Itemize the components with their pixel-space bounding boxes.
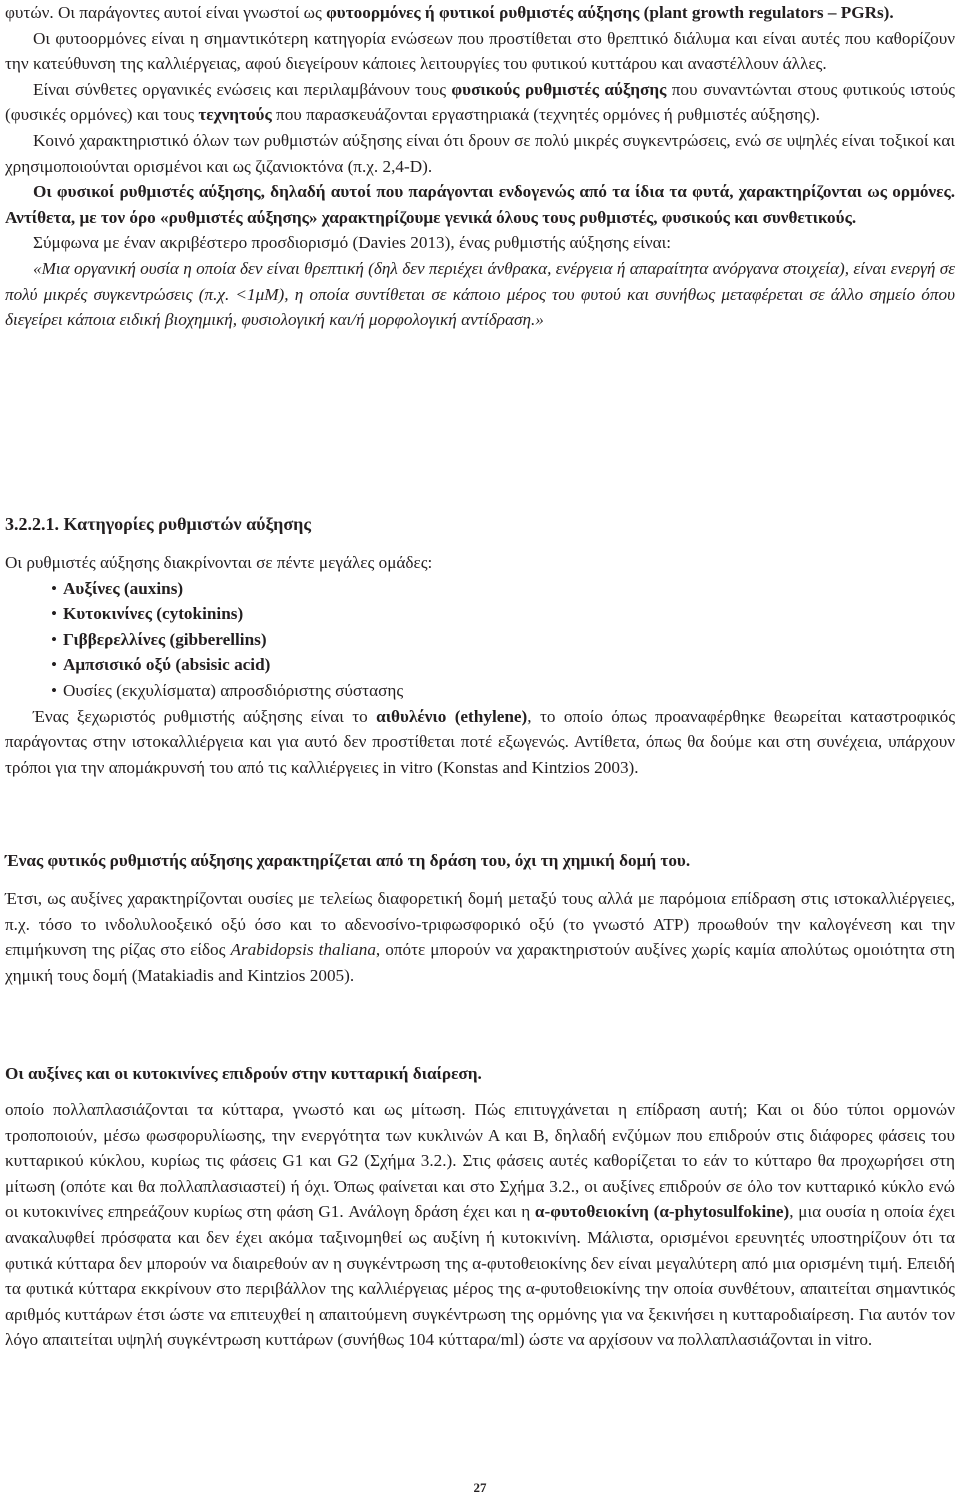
list-item: [5, 576, 955, 602]
paragraph-composition: [5, 77, 955, 128]
list-item-term: Αυξίνες: [63, 578, 120, 598]
list-item-text: (cytokinins): [151, 604, 244, 624]
section-title: Κατηγορίες ρυθμιστών αύξησης: [63, 514, 311, 534]
paragraph-ethylene: [5, 704, 955, 781]
paragraph-text: φυτών. Οι παράγοντες αυτοί είναι γνωστοί ως: [5, 3, 327, 22]
paragraph-groups-intro: Οι ρυθμιστές αύξησης διακρίνονται σε πέντε μεγάλες ομάδες:: [5, 553, 433, 572]
paragraph-phytohormones: Οι φυτοορμόνες είναι η σημαντικότερη κατηγορία ενώσεων που προστίθεται στο θρεπτικό διάλυμα και είναι αυτές που καθορίζουν την κατεύθυνση της καλλιέργειας, αφού διεγείρουν κάποιες λειτουργίες του φυτικού κυττάρου και αναστέλλουν άλλες.: [5, 28, 955, 74]
definition-quote: «Μια οργανική ουσία η οποία δεν είναι θρεπτική (δηλ δεν περιέχει άνθρακα, ενέργεια ή απαραίτητα ανόργανα στοιχεία), είναι ενεργή σε πολύ μικρές συγκεντρώσεις (π.χ. <1μΜ), η οποία συντίθεται σε κάποιο μέρος του φυτού και συνήθως μεταφέρεται σε άλλο σημείο όπου διεγείρει κάποια ειδική βιοχημική, φυσιολογική και/ή μορφολογική αντίδραση.»: [5, 258, 955, 330]
paragraph-text: , οπότε μπορούν να χαρακτηριστούν αυξίνες χωρίς καμία απολύτως ομοιότητα στη χημική τους δομή (Matakiadis and Kintzios 2005).: [5, 940, 956, 985]
paragraph-cell-division: [5, 1097, 955, 1353]
list-item-term: Κυτοκινίνες: [63, 604, 152, 624]
list-item-text: (absisic acid): [171, 655, 271, 675]
text-block-auxins: [5, 886, 955, 988]
list-item: [5, 601, 955, 627]
page-number: 27: [473, 1480, 487, 1495]
bold-term: αιθυλένιο (ethylene): [376, 706, 528, 726]
list-item: [5, 627, 955, 653]
section-heading: [5, 512, 955, 538]
text-block-division: [5, 1097, 955, 1353]
species-name: Arabidopsis thaliana: [230, 940, 376, 960]
paragraph-text: Είναι σύνθετες οργανικές ενώσεις και περιλαμβάνουν τους: [33, 79, 452, 99]
paragraph-text: που συναντώνται στους φυτικούς ιστούς (φυσικές ορμόνες) και τους: [5, 79, 955, 125]
paragraph-text: Έτσι, ως αυξίνες χαρακτηρίζονται ουσίες με τελείως διαφορετική δομή μεταξύ τους αλλά με παρόμοια επίδραση στις ιστοκαλλιέργειες, π.χ. τόσο το ινδολυλοοξεικό οξύ όσο και το αδενοσίνο-τριφωσφορικό οξύ (το γνωστό ATP) προωθούν την καλογένεση και την επιμήκυνση της ρίζας στο είδος: [5, 889, 955, 960]
list-item-text: (auxins): [119, 578, 184, 598]
paragraph-common-feature: Κοινό χαρακτηριστικό όλων των ρυθμιστών αύξησης είναι ότι δρουν σε πολύ μικρές συγκεντρώσεις, ενώ σε υψηλές είναι τοξικοί και χρησιμοποιούνται ορισμένοι και ως ζιζανιοκτόνα (π.χ. 2,4-D).: [5, 130, 955, 176]
paragraph-intro: [5, 0, 955, 26]
paragraph-auxin-examples: [5, 886, 955, 988]
regulator-category-list: [5, 576, 955, 704]
paragraph-definition-intro: Σύμφωνα με έναν ακριβέστερο προσδιορισμό (Davies 2013), ένας ρυθμιστής αύξησης είναι:: [33, 233, 672, 253]
paragraph-text: που παρασκευάζονται εργαστηριακά (τεχνητές ορμόνες ή ρυθμιστές αύξησης).: [271, 105, 820, 125]
section-number: 3.2.2.1.: [5, 514, 59, 534]
text-block-top: [5, 0, 955, 333]
bold-term: φυτοορμόνες ή φυτικοί ρυθμιστές αύξησης (plant growth regulators – PGRs).: [326, 3, 894, 22]
list-item: [5, 678, 955, 704]
list-item-term: Αμπσισικό οξύ: [63, 655, 172, 675]
paragraph-text: οποίο πολλαπλασιάζονται τα κύτταρα, γνωστό και ως μίτωση. Πώς επιτυγχάνεται η επίδραση αυτή; Και οι δύο τύποι ορμονών τροποποιούν, μέσω φωσφορυλίωσης, την ενεργότητα των κυκλινών Α και Β, δηλαδή ενζύμων που επιδρούν στις διάφορες φάσεις του κυτταρικού κύκλου, κυρίως τις φάσεις G1 και G2 (Σχήμα 3.2.). Στις φάσεις αυτές καθορίζεται το εάν το κύτταρο θα προχωρήσει στη μίτωση (οπότε και θα πολλαπλασιαστεί) ή όχι. Όπως φαίνεται και στο Σχήμα 3.2., οι αυξίνες επιδρούν σε όλο τον κυτταρικό κύκλο ενώ οι κυτοκινίνες επηρεάζουν κυρίως στη φάση G1. Ανάλογη δράση έχει και η: [5, 1100, 955, 1222]
paragraph-natural-regulators: Οι φυσικοί ρυθμιστές αύξησης, δηλαδή αυτοί που παράγονται ενδογενώς από τα ίδια τα φυτά, χαρακτηρίζονται ως ορμόνες. Αντίθετα, με τον όρο «ρυθμιστές αύξησης» χαρακτηρίζουμε γενικά όλους τους ρυθμιστές, φυσικούς και συνθετικούς.: [5, 182, 955, 227]
bold-statement-action: Ένας φυτικός ρυθμιστής αύξησης χαρακτηρίζεται από τη δράση του, όχι τη χημική δομή του.: [5, 851, 691, 870]
list-item-text: (gibberellins): [165, 629, 267, 649]
list-item-text: Ουσίες (εκχυλίσματα) απροσδιόριστης σύστασης: [63, 680, 404, 700]
bold-term: τεχνητούς: [198, 105, 272, 125]
bold-statement-division: Οι αυξίνες και οι κυτοκινίνες επιδρούν στην κυτταρική διαίρεση.: [5, 1064, 482, 1083]
paragraph-text: , το οποίο όπως προαναφέρθηκε θεωρείται καταστροφικός παράγοντας στην ιστοκαλλιέργεια και για αυτό δεν προστίθεται ποτέ εξωγενώς. Αντίθετα, όπως θα δούμε και στη συνέχεια, υπάρχουν τρόποι για την απομάκρυνσή του από τις καλλιέργειες in vitro (Konstas and Kintzios 2003).: [5, 706, 955, 777]
bold-term: α-φυτοθειοκίνη (α-phytosulfokine): [534, 1202, 790, 1222]
paragraph-text: , μια ουσία η οποία έχει ανακαλυφθεί πρόσφατα και δεν έχει ακόμα ταξινομηθεί ως αυξίνη ή κυτοκινίνη. Μάλιστα, ορισμένοι ερευνητές υποστηρίζουν ότι τα φυτικά κύτταρα δεν μπορούν να διαιρεθούν αν η συγκέντρωση της α-φυτοθειοκίνης δεν είναι μεγαλύτερη από μια ορισμένη τιμή. Επειδή τα φυτικά κύτταρα εκκρίνουν στο περιβάλλον της καλλιέργειας μέρος της α-φυτοθειοκίνης την οποία συνθέτουν, απαιτείται σημαντικός αριθμός κυττάρων έτσι ώστε να επιτευχθεί η απαιτούμενη συγκέντρωση της ορμόνης για να ξεκινήσει η κυτταροδιαίρεση. Για αυτόν τον λόγο απαιτείται υψηλή συγκέντρωση κυττάρων (συνήθως 104 κύτταρα/ml) ώστε να αρχίσουν να πολλαπλασιάζονται in vitro.: [5, 1202, 956, 1350]
paragraph-text: Ένας ξεχωριστός ρυθμιστής αύξησης είναι το: [33, 706, 377, 726]
list-item: [5, 652, 955, 678]
text-block-categories: [5, 550, 955, 780]
bold-term: φυσικούς ρυθμιστές αύξησης: [451, 79, 667, 99]
list-item-term: Γιββερελλίνες: [63, 629, 166, 649]
